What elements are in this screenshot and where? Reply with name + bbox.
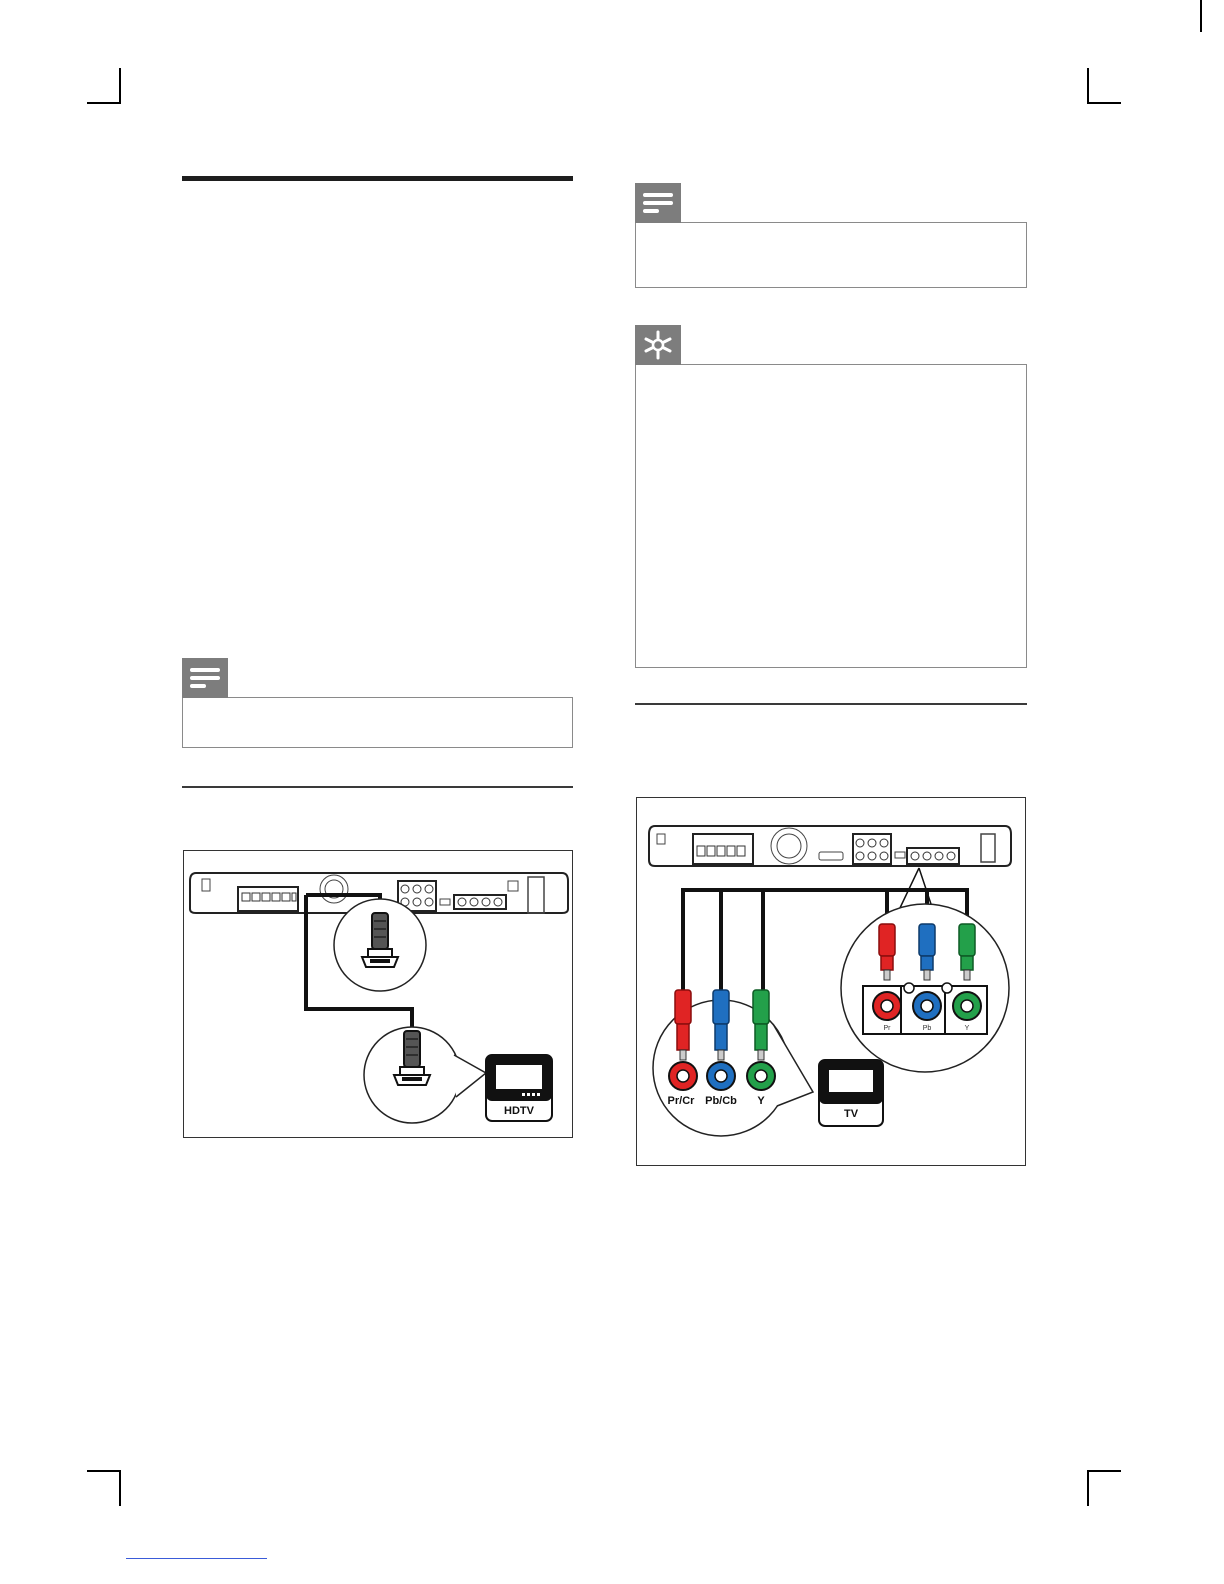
connector-label-y: Y bbox=[757, 1095, 765, 1107]
crop-mark bbox=[1087, 1470, 1121, 1472]
hdtv-label: HDTV bbox=[504, 1105, 534, 1117]
crop-mark bbox=[87, 102, 121, 104]
panel-jack-label-y: Y bbox=[964, 1025, 970, 1032]
note-icon bbox=[182, 658, 228, 698]
crop-mark bbox=[1087, 102, 1121, 104]
component-video-figure bbox=[636, 797, 1026, 1166]
note-box bbox=[635, 222, 1027, 288]
crop-mark bbox=[1087, 1470, 1089, 1506]
crop-mark bbox=[119, 1470, 121, 1506]
panel-jack-label-pb: Pb bbox=[922, 1025, 932, 1032]
subsection-rule bbox=[635, 703, 1027, 705]
note-box bbox=[182, 697, 573, 748]
panel-jack-label-pr: Pr bbox=[883, 1025, 891, 1032]
tv-label: TV bbox=[843, 1108, 859, 1120]
note-icon bbox=[635, 183, 681, 223]
crop-mark bbox=[119, 68, 121, 104]
subsection-rule bbox=[182, 786, 573, 788]
hdmi-connection-figure bbox=[183, 850, 573, 1138]
crop-mark bbox=[1087, 68, 1089, 104]
footer-link-underline bbox=[126, 1558, 267, 1559]
crop-mark bbox=[1200, 0, 1202, 32]
tip-box bbox=[635, 364, 1027, 668]
connector-label-pbcb: Pb/Cb bbox=[705, 1095, 737, 1107]
section-heading-rule bbox=[182, 176, 573, 181]
connector-label-prcr: Pr/Cr bbox=[667, 1095, 695, 1107]
crop-mark bbox=[87, 1470, 121, 1472]
asterisk-tip-icon bbox=[635, 325, 681, 365]
